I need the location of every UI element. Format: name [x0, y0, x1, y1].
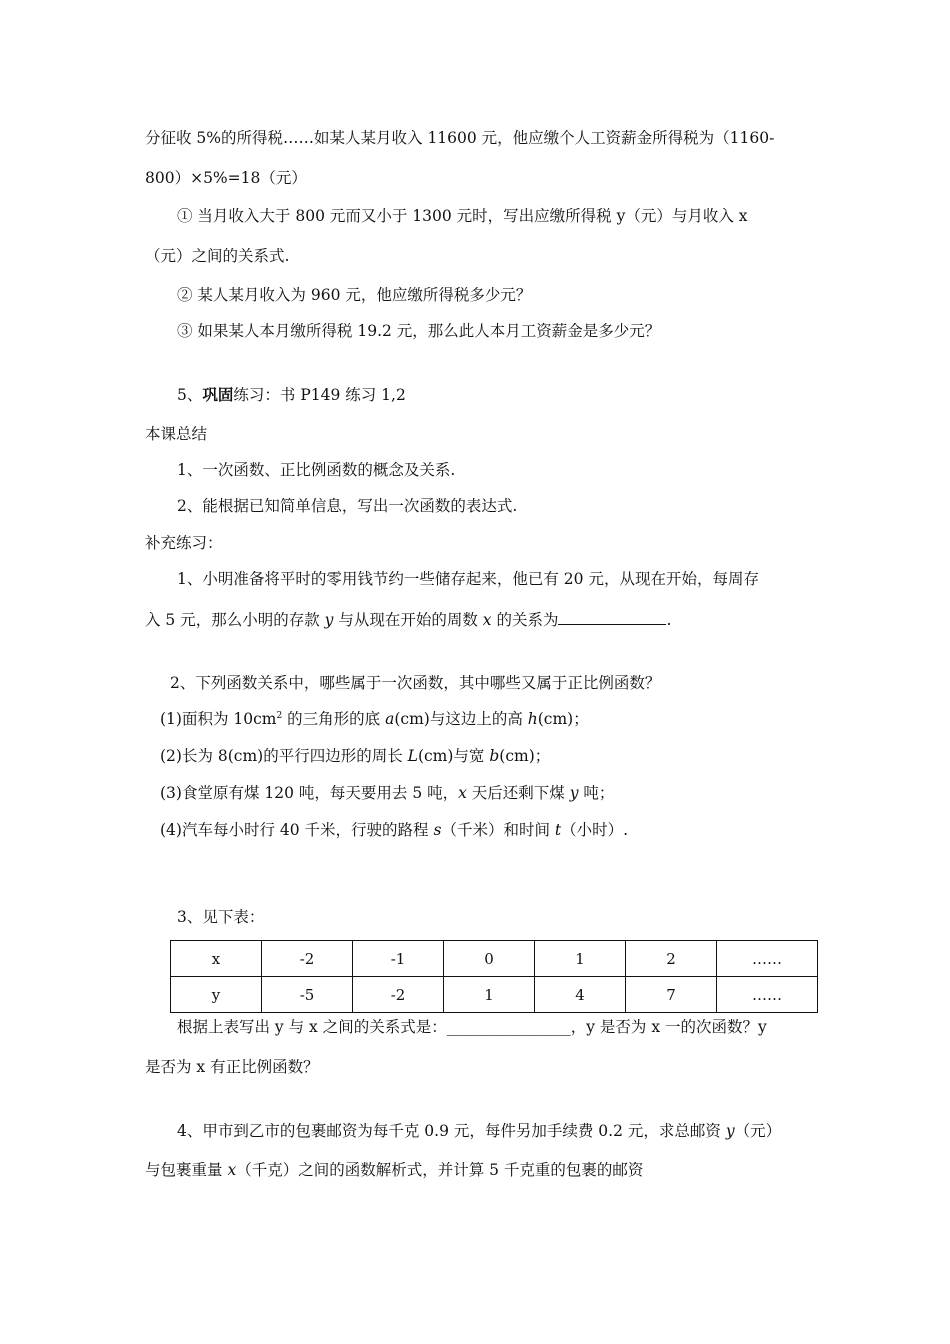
problem-4-text-a: 4、甲市到乙市的包裹邮资为每千克 0.9 元，每件另加手续费 0.2 元，求总邮资 — [177, 1122, 726, 1140]
problem-1-text-c: 的关系为 — [491, 611, 559, 629]
table-cell: x — [171, 941, 262, 977]
problem-1-line-2 — [145, 609, 671, 630]
table-cell: 2 — [626, 941, 717, 977]
summary-item-1: 1、一次函数、正比例函数的概念及关系. — [177, 461, 456, 479]
summary-heading: 本课总结 — [145, 425, 208, 443]
section-5-practice — [177, 385, 406, 405]
variable-a: a — [385, 710, 395, 728]
question-3: ③ 如果某人本月缴所得税 19.2 元，那么此人本月工资薪金是多少元？ — [177, 322, 661, 340]
item-4-text-a: (4)汽车每小时行 40 千米，行驶的路程 — [160, 821, 434, 839]
problem-4-text-b: （元） — [734, 1122, 782, 1140]
superscript-2: 2 — [276, 711, 283, 721]
summary-item-2: 2、能根据已知简单信息，写出一次函数的表达式. — [177, 497, 518, 515]
table-cell: …… — [717, 941, 818, 977]
table-cell: -2 — [262, 941, 353, 977]
problem-1-line-1: 1、小明准备将平时的零用钱节约一些储存起来，他已有 20 元，从现在开始，每周存 — [177, 570, 759, 588]
table-cell: -2 — [353, 977, 444, 1013]
problem-3-heading: 3、见下表： — [177, 908, 265, 926]
problem-4-text-d: （千克）之间的函数解析式，并计算 5 千克重的包裹的邮资 — [236, 1161, 644, 1179]
item-1-text-c: (cm)与这边上的高 — [394, 710, 528, 728]
variable-b: b — [489, 747, 500, 765]
problem-4-line-2 — [145, 1160, 643, 1180]
item-3-text-c: 吨； — [578, 784, 615, 802]
item-2-text-b: (cm)与宽 — [417, 747, 490, 765]
problem-2-item-4 — [160, 820, 628, 840]
table-cell: -5 — [262, 977, 353, 1013]
intro-line-1: 分征收 5%的所得税……如某人某月收入 11600 元，他应缴个人工资薪金所得税为（1160- — [145, 129, 775, 147]
intro-line-2: 800）×5%=18（元） — [145, 169, 307, 187]
variable-y: y — [324, 611, 334, 629]
problem-3-question-line-2: 是否为 x 有正比例函数？ — [145, 1058, 319, 1076]
variable-L: L — [407, 747, 418, 765]
table-cell: y — [171, 977, 262, 1013]
section-5-rest: 练习：书 P149 练习 1,2 — [233, 386, 406, 404]
item-4-text-c: （小时）. — [561, 821, 629, 839]
variable-s: s — [433, 821, 442, 839]
table-cell: -1 — [353, 941, 444, 977]
variable-t: t — [554, 821, 562, 839]
item-3-text-a: (3)食堂原有煤 120 吨，每天要用去 5 吨， — [160, 784, 459, 802]
table-cell: 7 — [626, 977, 717, 1013]
answer-blank[interactable] — [558, 609, 666, 625]
table-cell: 0 — [444, 941, 535, 977]
variable-x: x — [227, 1161, 237, 1179]
question-1-line-2: （元）之间的关系式. — [145, 247, 290, 265]
item-3-text-b: 天后还剩下煤 — [466, 784, 570, 802]
item-1-text-a: (1)面积为 10cm — [160, 710, 277, 728]
item-2-text-c: (cm)； — [499, 747, 551, 765]
problem-2-item-3 — [160, 783, 614, 803]
problem-2-item-2 — [160, 746, 550, 766]
problem-1-end: . — [666, 611, 672, 629]
problem-4-text-c: 与包裹重量 — [145, 1161, 228, 1179]
problem-1-text-a: 入 5 元，那么小明的存款 — [145, 611, 325, 629]
item-2-text-a: (2)长为 8(cm)的平行四边形的周长 — [160, 747, 408, 765]
question-2: ② 某人某月收入为 960 元，他应缴所得税多少元？ — [177, 286, 532, 304]
supplement-heading: 补充练习： — [145, 534, 223, 552]
table-row-x — [171, 941, 818, 977]
table-cell: …… — [717, 977, 818, 1013]
table-cell: 1 — [535, 941, 626, 977]
question-1-line-1: ① 当月收入大于 800 元而又小于 1300 元时，写出应缴所得税 y（元）与月收入 x — [177, 207, 748, 225]
item-1-text-d: (cm)； — [537, 710, 589, 728]
variable-h: h — [527, 710, 538, 728]
table-cell: 4 — [535, 977, 626, 1013]
section-5-prefix: 5、 — [177, 386, 203, 404]
section-5-bold: 巩固 — [202, 385, 234, 404]
variable-x: x — [482, 611, 492, 629]
variable-y: y — [725, 1122, 735, 1140]
table-cell: 1 — [444, 977, 535, 1013]
variable-y: y — [569, 784, 579, 802]
problem-4-line-1 — [177, 1121, 781, 1141]
problem-2-heading: 2、下列函数关系中，哪些属于一次函数，其中哪些又属于正比例函数？ — [170, 674, 661, 692]
table-row-y — [171, 977, 818, 1013]
problem-1-text-b: 与从现在开始的周数 — [333, 611, 483, 629]
variable-x: x — [458, 784, 467, 802]
problem-2-item-1 — [160, 709, 589, 729]
item-1-text-b: 的三角形的底 — [282, 710, 386, 728]
item-4-text-b: （千米）和时间 — [441, 821, 555, 839]
problem-3-question-line-1: 根据上表写出 y 与 x 之间的关系式是：________________，y 是否为 x 一的次函数？y — [177, 1018, 767, 1036]
xy-value-table — [170, 940, 818, 1013]
